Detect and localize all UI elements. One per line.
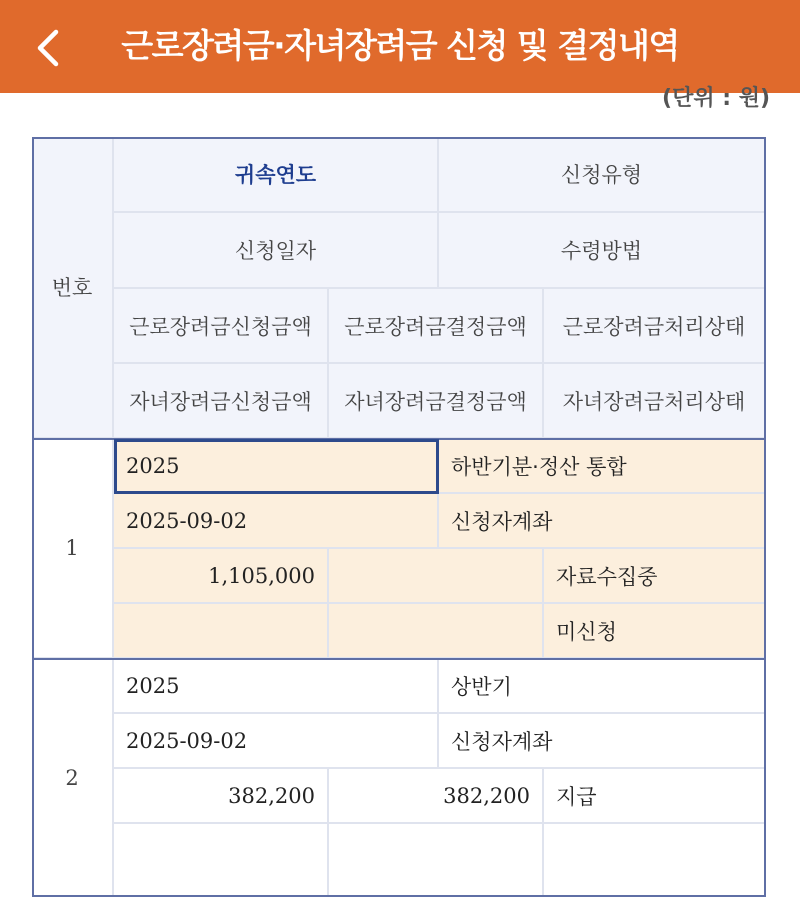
- col-header-work-apply-amount: 근로장려금신청금액: [114, 289, 329, 364]
- cell-work-decision-amount[interactable]: [329, 549, 544, 604]
- col-header-receive-method: 수령방법: [439, 213, 766, 289]
- cell-work-apply-amount[interactable]: 1,105,000: [114, 549, 329, 604]
- unit-label: (단위 : 원): [662, 86, 770, 111]
- cell-child-status[interactable]: 미신청: [544, 604, 766, 659]
- col-header-child-apply-amount: 자녀장려금신청금액: [114, 364, 329, 439]
- cell-apply-date[interactable]: 2025-09-02: [114, 494, 439, 549]
- cell-work-status[interactable]: 자료수집중: [544, 549, 766, 604]
- row-number: 1: [32, 439, 114, 659]
- col-header-apply-type: 신청유형: [439, 137, 766, 213]
- cell-receive-method[interactable]: 신청자계좌: [439, 714, 766, 769]
- cell-apply-type[interactable]: 상반기: [439, 659, 766, 714]
- cell-child-apply-amount[interactable]: [114, 604, 329, 659]
- cell-apply-date[interactable]: 2025-09-02: [114, 714, 439, 769]
- cell-year[interactable]: 2025: [114, 659, 439, 714]
- cell-receive-method[interactable]: 신청자계좌: [439, 494, 766, 549]
- cell-work-apply-amount[interactable]: 382,200: [114, 769, 329, 824]
- col-header-work-decision-amount: 근로장려금결정금액: [329, 289, 544, 364]
- col-header-number: 번호: [32, 137, 114, 439]
- app-header: [0, 0, 800, 93]
- page-title: 근로장려금·자녀장려금 신청 및 결정내역: [121, 26, 679, 65]
- cell-year[interactable]: 2025: [114, 439, 439, 494]
- row-divider: [32, 658, 766, 660]
- cell-work-decision-amount[interactable]: 382,200: [329, 769, 544, 824]
- cell-child-decision-amount[interactable]: [329, 824, 544, 897]
- cell-child-decision-amount[interactable]: [329, 604, 544, 659]
- col-header-apply-date: 신청일자: [114, 213, 439, 289]
- cell-child-status[interactable]: [544, 824, 766, 897]
- result-table: [32, 137, 766, 897]
- col-header-year: 귀속연도: [114, 137, 439, 213]
- cell-apply-type[interactable]: 하반기분·정산 통합: [439, 439, 766, 494]
- row-number: 2: [32, 659, 114, 897]
- cell-child-apply-amount[interactable]: [114, 824, 329, 897]
- col-header-work-status: 근로장려금처리상태: [544, 289, 766, 364]
- col-header-child-status: 자녀장려금처리상태: [544, 364, 766, 439]
- col-header-child-decision-amount: 자녀장려금결정금액: [329, 364, 544, 439]
- cell-work-status[interactable]: 지급: [544, 769, 766, 824]
